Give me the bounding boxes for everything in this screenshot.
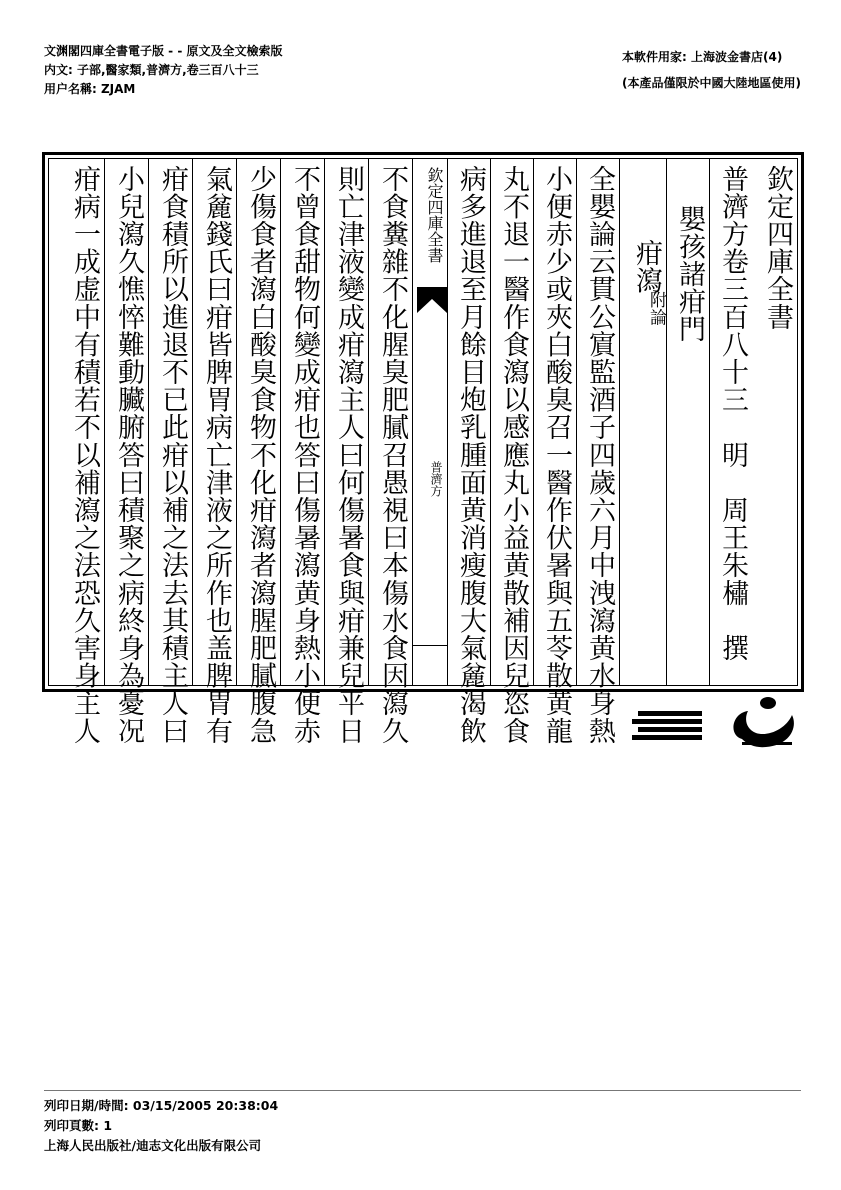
section-title: 嬰孩諸疳門 [674,205,705,343]
text-line: 丸不退一醫作食瀉以感應丸小益黄散補因兒恣食 [498,165,529,745]
text-column-2 [533,159,576,745]
banner-title: 欽定四庫全書 [425,167,444,263]
publisher-logo-icon [632,695,802,751]
column-section-title [666,159,709,685]
header-username: 用户名稱: ZJAM [44,82,136,96]
text-line: 小兒瀉久憔悴難動臟腑答曰積聚之病終身為憂况 [113,165,144,745]
book-title: 欽定四庫全書 [762,165,793,331]
print-pages: 列印頁數: 1 [44,1118,113,1133]
book-page-frame [42,152,804,745]
text-line: 少傷食者瀉白酸臭食物不化疳瀉者瀉腥肥膩腹急 [245,165,276,745]
banner-subtitle: 普濟方 [429,461,443,497]
text-line: 病多進退至月餘目炮乳腫面黄消瘦腹大氣麄渴飲 [455,165,486,745]
book-page-inner [48,158,798,745]
fish-tail-mark [417,287,447,313]
text-column-10 [148,159,192,745]
text-line: 疳食積所以進退不已此疳以補之法去其積主人曰 [157,165,188,745]
header-edition: 文渊閣四庫全書電子版 - - 原文及全文檢索版 [44,44,283,58]
text-line: 疳病一成虚中有積若不以補瀉之法恐久害身主人 [69,165,100,745]
text-column-12 [43,159,104,745]
footer-divider [44,1090,801,1091]
volume-title: 普濟方卷三百八十三 明 周王朱橚 撰 [717,165,748,662]
text-column-3 [490,159,533,745]
print-datetime: 列印日期/時間: 03/15/2005 20:38:04 [44,1098,279,1113]
text-column-5 [368,159,412,745]
footer [44,1096,278,1156]
text-column-4 [447,159,490,745]
banner-column [412,159,447,685]
text-line: 則亡津液變成疳瀉主人曰何傷暑食與疳兼兒平日 [333,165,364,745]
text-line: 不食糞雜不化腥臭肥膩召愚視曰本傷水食因瀉久 [377,165,408,745]
column-volume-title [709,159,752,685]
column-book-title [752,159,797,685]
subsection-title: 疳瀉 [631,239,662,295]
publisher-credit: 上海人民出版社/迪志文化出版有限公司 [44,1138,262,1153]
text-line: 氣麄錢氏曰疳皆脾胃病亡津液之所作也盖脾胃有 [201,165,232,745]
text-column-8 [236,159,280,745]
text-column-11 [104,159,148,745]
text-column-6 [324,159,368,745]
text-line: 不曾食甜物何變成疳也答曰傷暑瀉黄身熱小便赤 [289,165,320,745]
column-subsection-title [619,159,666,685]
header-content-path: 内文: 子部,醫家類,普濟方,卷三百八十三 [44,63,259,77]
text-column-9 [192,159,236,745]
header-left [44,42,283,99]
text-column-1 [576,159,619,745]
header-right [622,44,801,96]
text-line: 全嬰論云貫公賔監酒子四歲六月中洩瀉黄水身熱 [584,165,615,745]
header-licensee: 本軟件用家: 上海波金書店(4) [622,50,783,64]
header-restriction: (本產品僅限於中國大陸地區使用) [622,76,801,90]
text-line: 小便赤少或夾白酸臭召一醫作伏暑與五苓散黄龍 [541,165,572,745]
text-column-7 [280,159,324,745]
subsection-note: 附論 [646,291,666,327]
banner-divider [413,645,447,646]
